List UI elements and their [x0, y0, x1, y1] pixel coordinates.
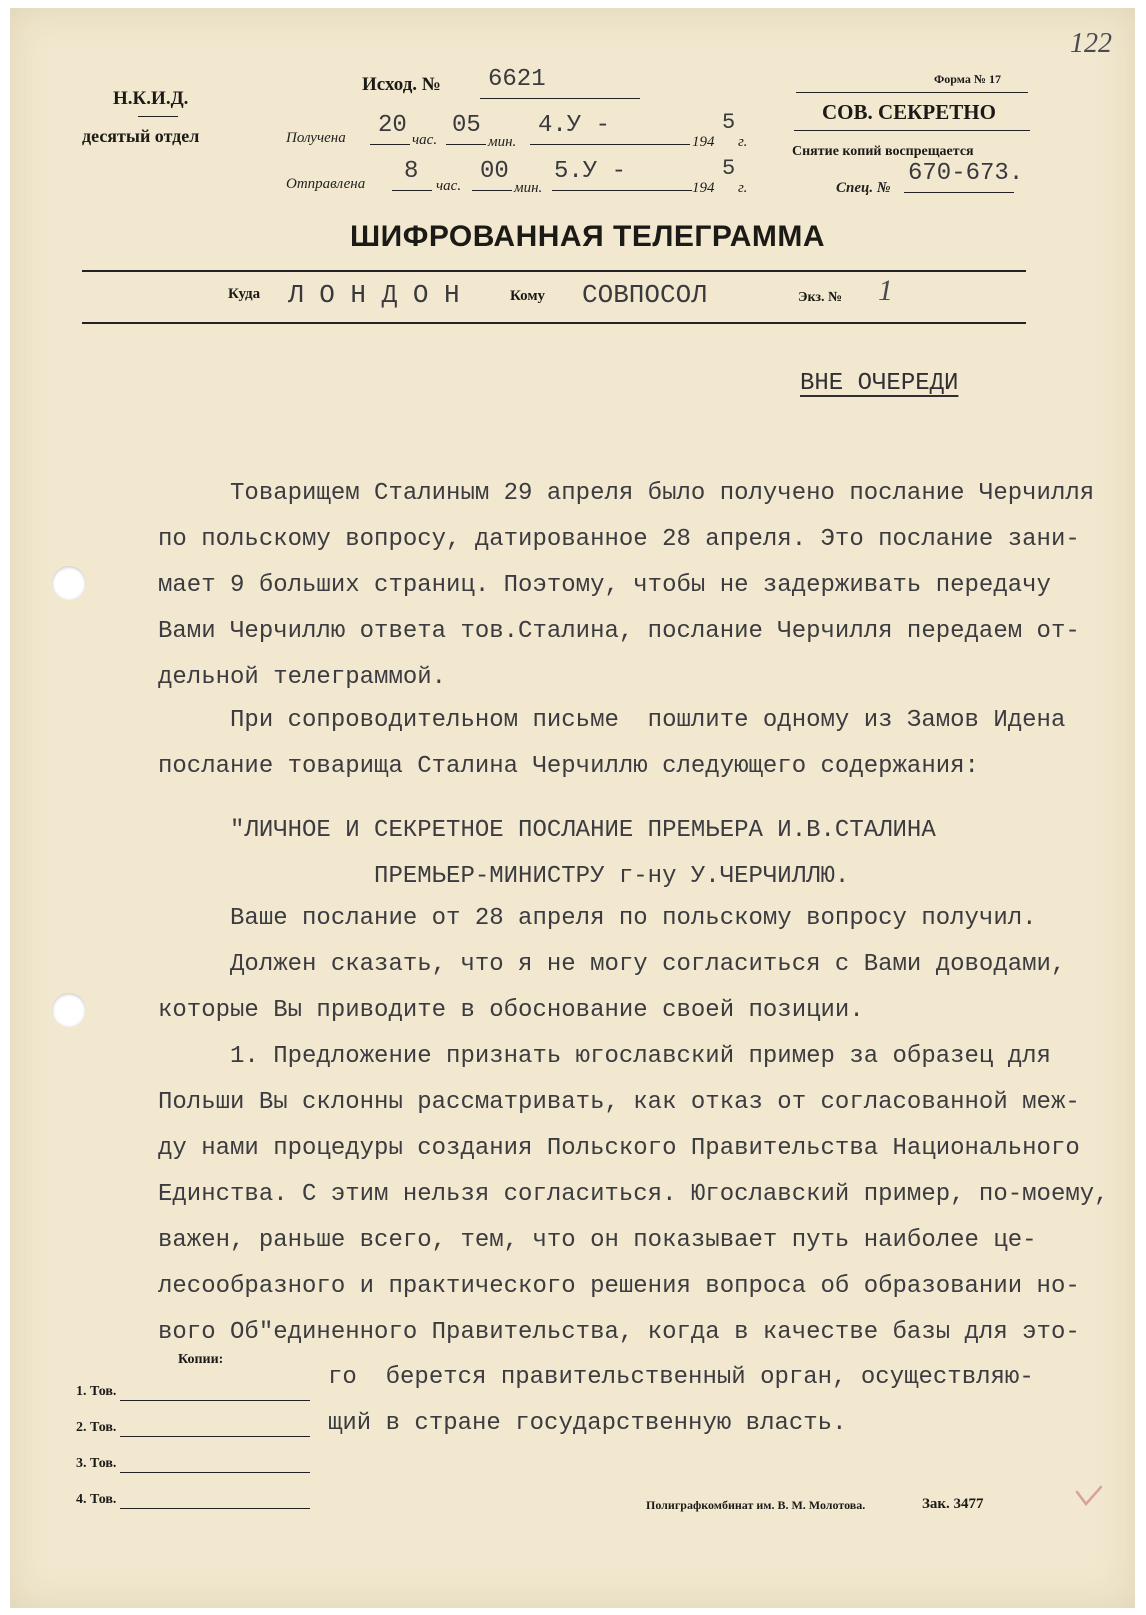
ministry-underline [138, 116, 178, 117]
received-hours-line [370, 144, 410, 145]
sent-year-prefix: 194 [692, 180, 715, 196]
copies-heading: Копии: [178, 1352, 224, 1367]
message-heading [158, 808, 1118, 900]
paragraph-4-line-7: вого Об"единенного Правительства, когда в качестве базы для это- [158, 1319, 1080, 1346]
sent-minutes-unit: мин. [514, 180, 543, 196]
form-number-line [796, 92, 1028, 93]
paragraph-4-line-8: го берется правительственный орган, осуществляю- [328, 1364, 1034, 1391]
address-top-rule [82, 270, 1026, 272]
message-heading-line-2: ПРЕМЬЕР-МИНИСТРУ г-ну У.ЧЕРЧИЛЛЮ. [158, 863, 850, 890]
paragraph-3-line-3: которые Вы приводите в обоснование своей позиции. [158, 997, 864, 1024]
copies-line-1 [120, 1400, 310, 1401]
address-bottom-rule [82, 322, 1026, 324]
paragraph-1-line-5: дельной телеграммой. [158, 664, 447, 691]
copies-item-3: 3. Тов. [76, 1456, 117, 1471]
received-year-digit: 5 [722, 110, 736, 135]
received-date-line [530, 144, 690, 145]
received-minutes: 05 [452, 112, 481, 139]
destination-label: Куда [228, 286, 261, 302]
sent-hours-unit: час. [436, 178, 462, 194]
paragraph-4-continued [328, 1355, 1128, 1447]
received-label: Получена [286, 130, 346, 146]
paragraph-3 [158, 896, 1118, 1034]
special-number-value: 670-673. [908, 160, 1024, 187]
message-heading-line-1: "ЛИЧНОЕ И СЕКРЕТНОЕ ПОСЛАНИЕ ПРЕМЬЕРА И.В.СТАЛИНА [158, 817, 936, 844]
document-title: ШИФРОВАННАЯ ТЕЛЕГРАММА [350, 220, 826, 253]
received-date: 4.У - [538, 112, 611, 139]
paragraph-4-line-4: Единства. С этим нельзя согласиться. Югославский пример, по-моему, [158, 1181, 1109, 1208]
recipient-label: Кому [510, 288, 546, 304]
special-number-label: Спец. № [836, 180, 891, 196]
paragraph-2-line-2: послание товарища Сталина Черчиллю следующего содержания: [158, 753, 979, 780]
archive-page-number: 122 [1070, 28, 1112, 59]
received-minutes-line [446, 144, 486, 145]
ministry-label: Н.К.И.Д. [113, 88, 189, 109]
punch-hole-bottom [52, 993, 86, 1027]
received-year-suffix: г. [738, 134, 748, 150]
paragraph-1-line-3: мает 9 больших страниц. Поэтому, чтобы не задерживать передачу [158, 572, 1051, 599]
outgoing-number-line [480, 98, 640, 99]
received-hours: 20 [378, 112, 407, 139]
copies-item-1: 1. Тов. [76, 1384, 117, 1399]
paragraph-1-line-2: по польскому вопросу, датированное 28 апреля. Это послание зани- [158, 526, 1080, 553]
order-number: Зак. 3477 [922, 1496, 984, 1512]
form-number: Форма № 17 [934, 72, 1001, 86]
sent-minutes-line [472, 190, 512, 191]
destination-value: Л О Н Д О Н [288, 280, 460, 310]
paragraph-1-line-1: Товарищем Сталиным 29 апреля было получено послание Черчилля [158, 480, 1095, 507]
paragraph-4-line-2: Польши Вы склонны рассматривать, как отказ от согласованной меж- [158, 1089, 1080, 1116]
outgoing-number-label: Исход. № [362, 74, 441, 95]
classification-underline [794, 130, 1030, 131]
copy-label: Экз. № [798, 290, 843, 305]
paragraph-4-line-5: важен, раньше всего, тем, что он показывает путь наиболее це- [158, 1227, 1037, 1254]
sent-date-line [552, 190, 692, 191]
paragraph-4-line-6: лесообразного и практического решения вопроса об образовании но- [158, 1273, 1080, 1300]
copies-item-4: 4. Тов. [76, 1492, 117, 1507]
sent-date: 5.У - [554, 158, 627, 185]
punch-hole-top [52, 566, 86, 600]
paragraph-2-line-1: При сопроводительном письме пошлите одному из Замов Идена [158, 707, 1066, 734]
outgoing-number-value: 6621 [488, 66, 546, 93]
paragraph-2 [158, 698, 1118, 790]
paragraph-3-line-1: Ваше послание от 28 апреля по польскому вопросу получил. [158, 905, 1037, 932]
department-label: десятый отдел [82, 126, 200, 146]
paragraph-4-line-1: 1. Предложение признать югославский пример за образец для [158, 1043, 1051, 1070]
sent-hours-line [392, 190, 432, 191]
paragraph-1 [158, 471, 1118, 701]
classification-label: СОВ. СЕКРЕТНО [822, 100, 996, 124]
copy-value: 1 [878, 274, 893, 307]
sent-year-suffix: г. [738, 180, 748, 196]
document-sheet [10, 8, 1135, 1608]
sent-minutes: 00 [480, 158, 509, 185]
received-year-prefix: 194 [692, 134, 715, 150]
paragraph-1-line-4: Вами Черчиллю ответа тов.Сталина, послание Черчилля передаем от- [158, 618, 1080, 645]
received-hours-unit: час. [412, 132, 438, 148]
sent-label: Отправлена [286, 176, 366, 192]
copies-line-3 [120, 1472, 310, 1473]
special-number-line [904, 192, 1014, 193]
copies-line-2 [120, 1436, 310, 1437]
paragraph-4-line-3: ду нами процедуры создания Польского Правительства Национального [158, 1135, 1080, 1162]
sent-hours: 8 [404, 158, 419, 185]
received-minutes-unit: мин. [488, 134, 517, 150]
copies-item-2: 2. Тов. [76, 1420, 117, 1435]
paragraph-4-line-9: щий в стране государственную власть. [328, 1410, 847, 1437]
printer-imprint: Полиграфкомбинат им. В. М. Молотова. [646, 1498, 866, 1512]
priority-label: ВНЕ ОЧЕРЕДИ [800, 370, 959, 397]
paragraph-3-line-2: Должен сказать, что я не могу согласиться с Вами доводами, [158, 951, 1066, 978]
check-mark-icon [1074, 1484, 1104, 1510]
sent-year-digit: 5 [722, 156, 736, 181]
copies-line-4 [120, 1508, 310, 1509]
paragraph-4 [158, 1034, 1118, 1356]
recipient-value: СОВПОСОЛ [582, 280, 707, 310]
copy-prohibited-label: Снятие копий воспрещается [792, 144, 974, 159]
